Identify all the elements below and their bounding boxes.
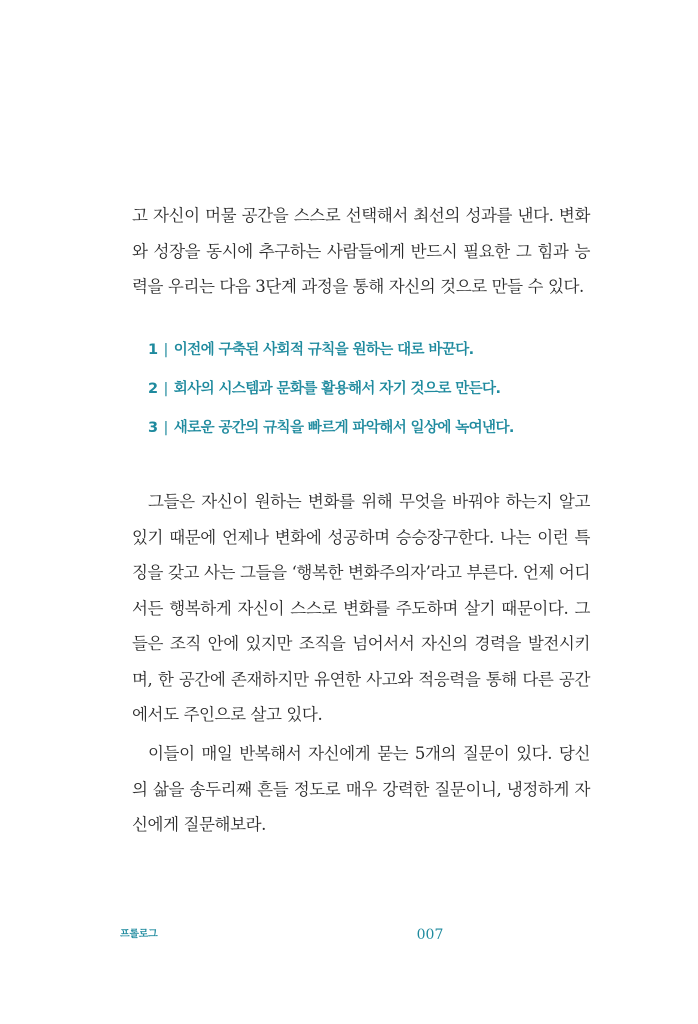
step-text: 이전에 구축된 사회적 규칙을 원하는 대로 바꾼다. [173, 342, 474, 358]
running-footer-section-title: 프롤로그 [120, 929, 158, 940]
steps-list [148, 340, 588, 457]
body-paragraph-2 [132, 484, 590, 733]
step-number: 1 [148, 342, 158, 358]
step-item-2 [148, 379, 588, 399]
step-number: 2 [148, 381, 158, 397]
paragraph-1-text: 고 자신이 머물 공간을 스스로 선택해서 최선의 성과를 낸다. 변화와 성장을 동시에 추구하는 사람들에게 반드시 필요한 그 힘과 능력을 우리는 다음 3단계 과정을 통해 자신의 것으로 만들 수 있다. [132, 206, 590, 296]
step-separator: | [163, 381, 168, 397]
step-text: 회사의 시스템과 문화를 활용해서 자기 것으로 만든다. [173, 381, 501, 397]
page-number: 007 [416, 927, 444, 943]
step-number: 3 [148, 420, 158, 436]
step-separator: | [163, 420, 168, 436]
step-separator: | [163, 342, 168, 358]
step-text: 새로운 공간의 규칙을 빠르게 파악해서 일상에 녹여낸다. [173, 420, 514, 436]
step-item-1 [148, 340, 588, 360]
paragraph-2-text: 그들은 자신이 원하는 변화를 위해 무엇을 바꿔야 하는지 알고 있기 때문에 언제나 변화에 성공하며 승승장구한다. 나는 이런 특징을 갖고 사는 그들을 ‘행복한 변화주의자’라고 부른다. 언제 어디서든 행복하게 자신이 스스로 변화를 주도하며 살기 때문이다. 그들은 조직 안에 있지만 조직을 넘어서서 자신의 경력을 발전시키며, 한 공간에 존재하지만 유연한 사고와 적응력을 통해 다른 공간에서도 주인으로 살고 있다. [132, 492, 590, 724]
body-paragraph-1 [132, 198, 590, 305]
step-item-3 [148, 418, 588, 438]
body-paragraph-3 [132, 736, 590, 843]
paragraph-3-text: 이들이 매일 반복해서 자신에게 묻는 5개의 질문이 있다. 당신의 삶을 송두리째 흔들 정도로 매우 강력한 질문이니, 냉정하게 자신에게 질문해보라. [132, 744, 590, 834]
